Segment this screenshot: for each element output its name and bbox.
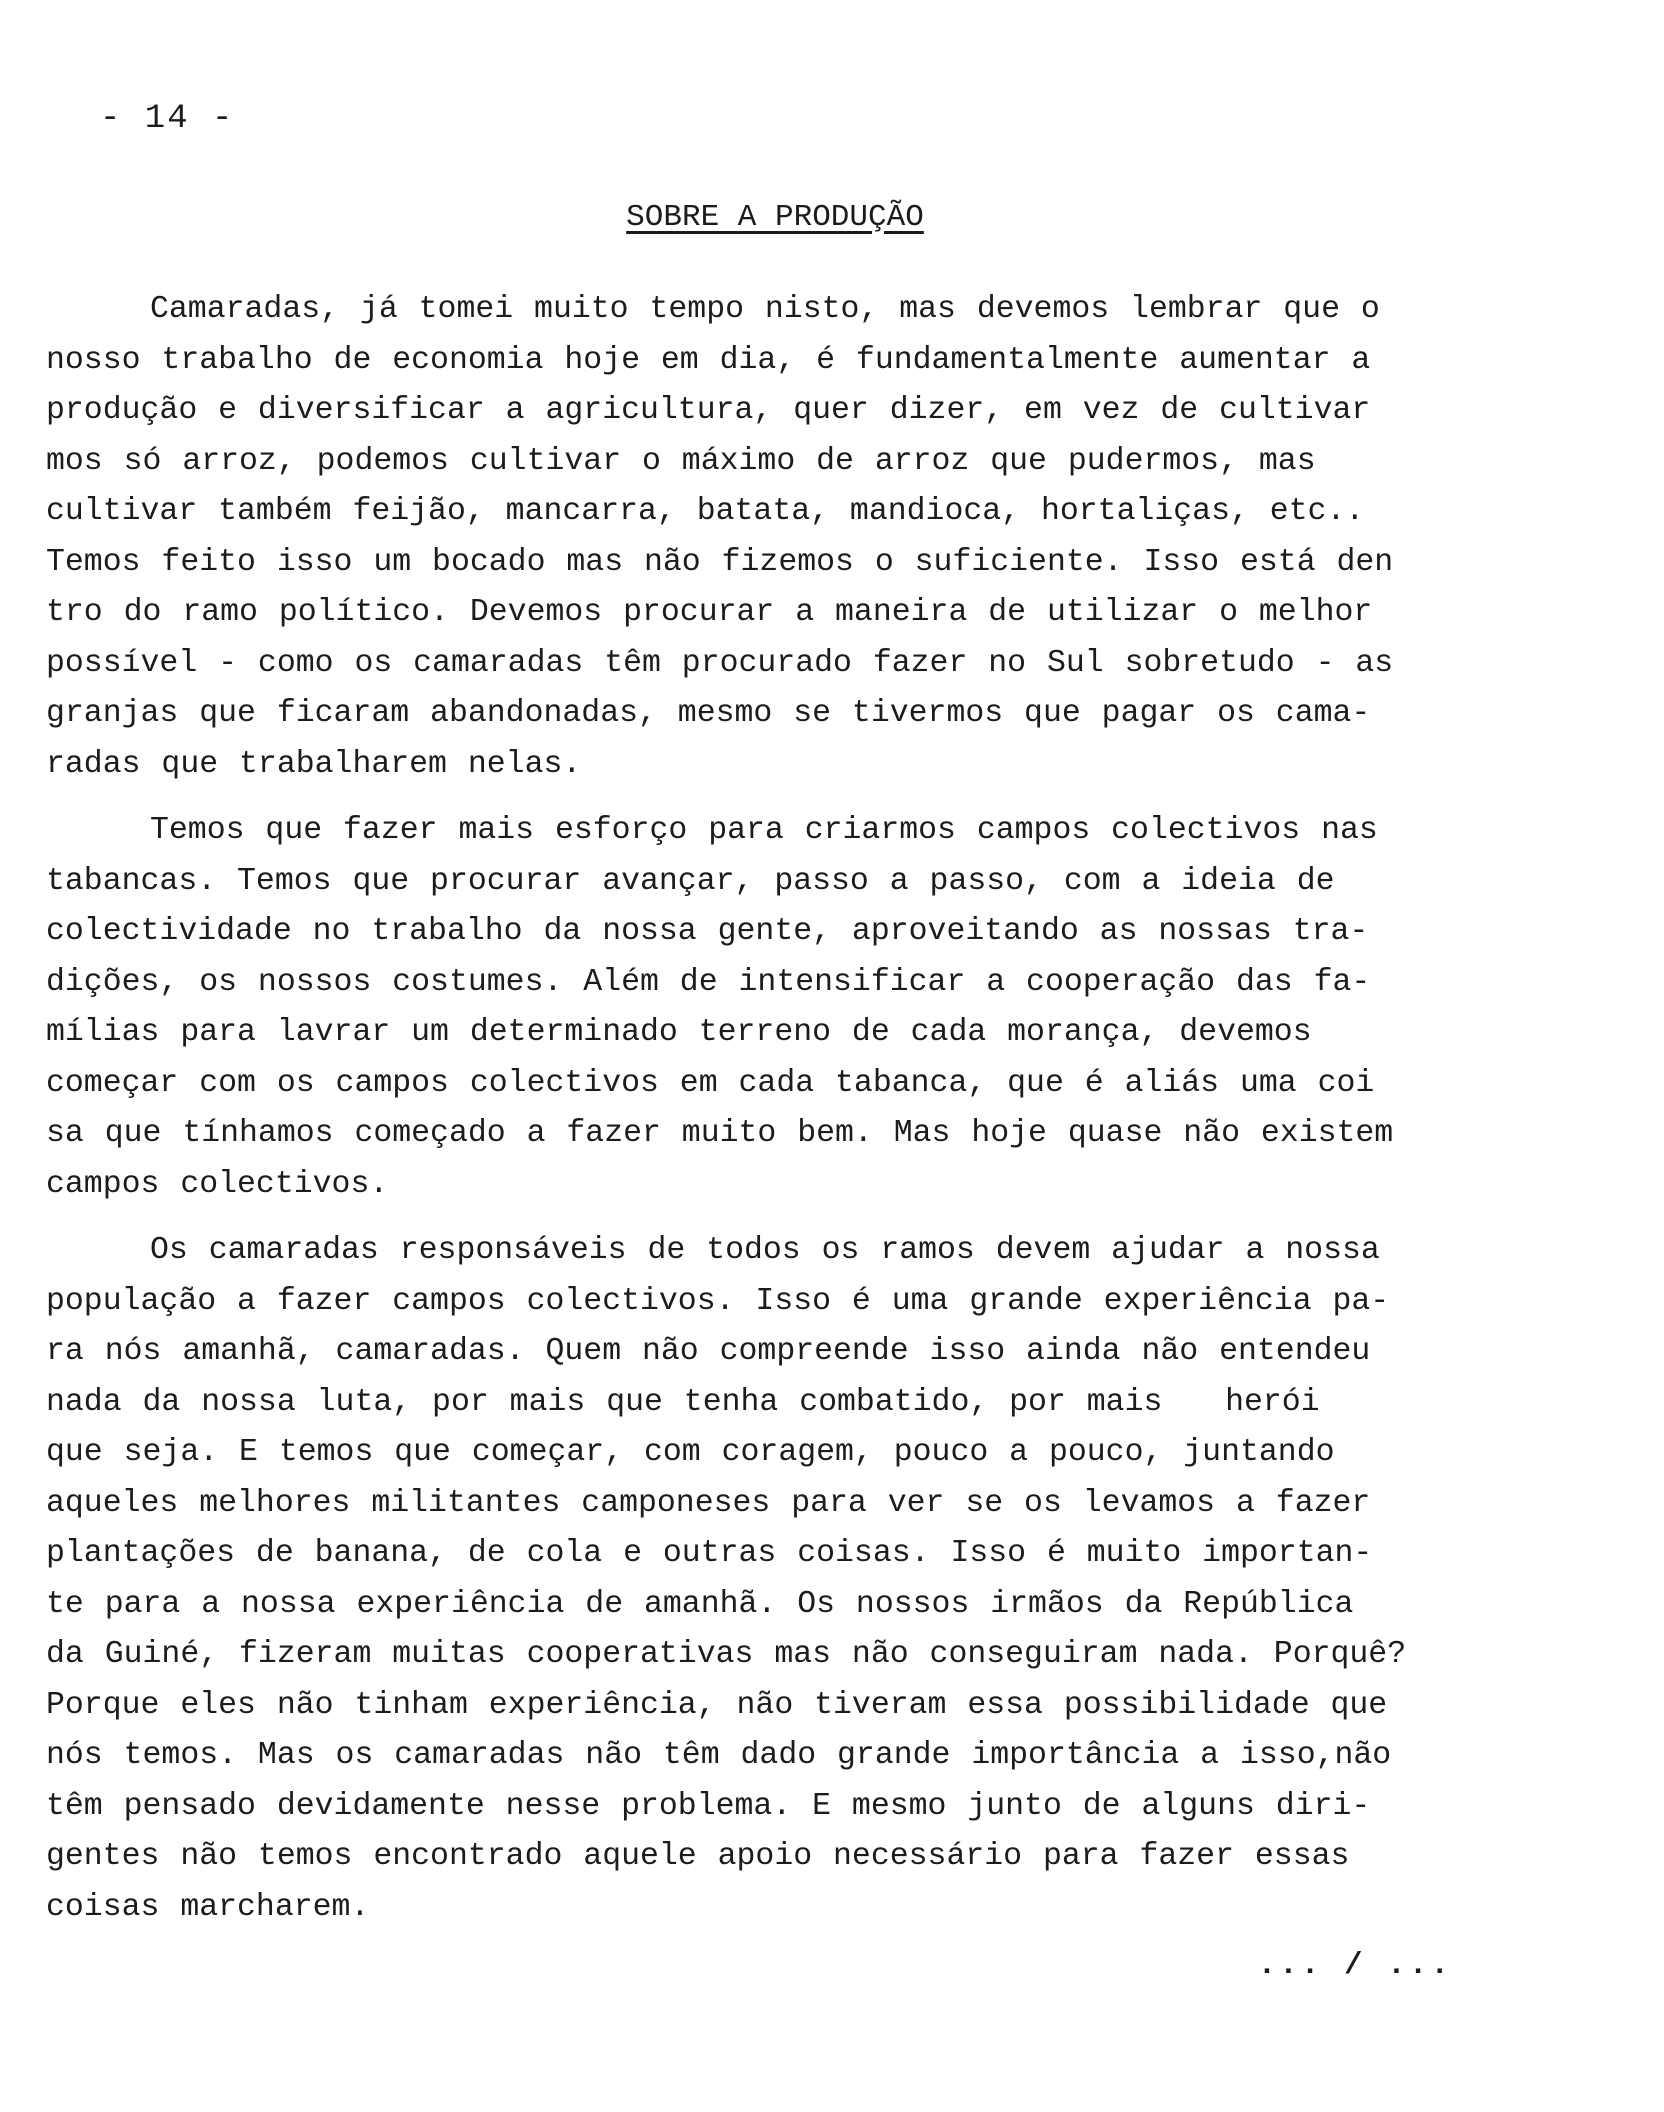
text-line: campos colectivos. xyxy=(46,1166,389,1202)
section-title: SOBRE A PRODUÇÃO xyxy=(626,200,924,235)
text-line: Temos que fazer mais esforço para criarmos campos colectivos nas xyxy=(150,813,1378,848)
text-line: Os camaradas responsáveis de todos os ramos devem ajudar a nossa xyxy=(150,1233,1380,1268)
text-line: tabancas. Temos que procurar avançar, passo a passo, com a ideia de xyxy=(46,863,1335,899)
text-line: possível - como os camaradas têm procurado fazer no Sul sobretudo - as xyxy=(46,645,1394,681)
text-line: ra nós amanhã, camaradas. Quem não compreende isso ainda não entendeu xyxy=(46,1334,1371,1369)
text-line: começar com os campos colectivos em cada tabanca, que é aliás uma coi xyxy=(46,1065,1375,1101)
text-line: Temos feito isso um bocado mas não fizemos o suficiente. Isso está den xyxy=(46,544,1394,580)
text-line: nada da nossa luta, por mais que tenha combatido, por mais herói xyxy=(46,1384,1320,1420)
text-line: que seja. E temos que começar, com coragem, pouco a pouco, juntando xyxy=(46,1435,1335,1470)
text-line: tro do ramo político. Devemos procurar a maneira de utilizar o melhor xyxy=(46,595,1373,630)
text-line: da Guiné, fizeram muitas cooperativas mas não conseguiram nada. Porquê? xyxy=(46,1637,1407,1672)
text-line: Camaradas, já tomei muito tempo nisto, mas devemos lembrar que o xyxy=(150,292,1380,327)
text-line: plantações de banana, de cola e outras coisas. Isso é muito importan- xyxy=(46,1536,1373,1571)
paragraph-1 xyxy=(46,285,1496,790)
text-line: aqueles melhores militantes camponeses para ver se os levamos a fazer xyxy=(46,1485,1371,1521)
paragraph-3 xyxy=(46,1226,1496,1933)
text-line: população a fazer campos colectivos. Isso é uma grande experiência pa- xyxy=(46,1283,1390,1319)
text-line: mos só arroz, podemos cultivar o máximo de arroz que pudermos, mas xyxy=(46,443,1316,479)
text-line: coisas marcharem. xyxy=(46,1889,370,1925)
text-line: nosso trabalho de economia hoje em dia, é fundamentalmente aumentar a xyxy=(46,342,1371,378)
text-line: Porque eles não tinham experiência, não tiveram essa possibilidade que xyxy=(46,1687,1388,1723)
text-line: granjas que ficaram abandonadas, mesmo se tivermos que pagar os cama- xyxy=(46,696,1371,731)
paragraph-2 xyxy=(46,806,1496,1210)
text-line: te para a nossa experiência de amanhã. Os nossos irmãos da República xyxy=(46,1586,1354,1622)
text-line: radas que trabalharem nelas. xyxy=(46,746,582,782)
text-line: têm pensado devidamente nesse problema. E mesmo junto de alguns diri- xyxy=(46,1788,1371,1824)
page-number: - 14 - xyxy=(100,100,235,138)
text-line: produção e diversificar a agricultura, quer dizer, em vez de cultivar xyxy=(46,393,1371,428)
text-line: nós temos. Mas os camaradas não têm dado grande importância a isso,não xyxy=(46,1738,1392,1773)
text-line: colectividade no trabalho da nossa gente, aproveitando as nossas tra- xyxy=(46,914,1369,949)
continuation-mark: ... / ... xyxy=(1257,1948,1452,1983)
text-line: sa que tínhamos começado a fazer muito bem. Mas hoje quase não existem xyxy=(46,1116,1394,1151)
text-line: cultivar também feijão, mancarra, batata, mandioca, hortaliças, etc.. xyxy=(46,494,1365,529)
text-line: mílias para lavrar um determinado terreno de cada morança, devemos xyxy=(46,1015,1312,1050)
document-body xyxy=(46,285,1496,1949)
text-line: gentes não temos encontrado aquele apoio necessário para fazer essas xyxy=(46,1839,1350,1874)
text-line: dições, os nossos costumes. Além de intensificar a cooperação das fa- xyxy=(46,964,1371,1000)
